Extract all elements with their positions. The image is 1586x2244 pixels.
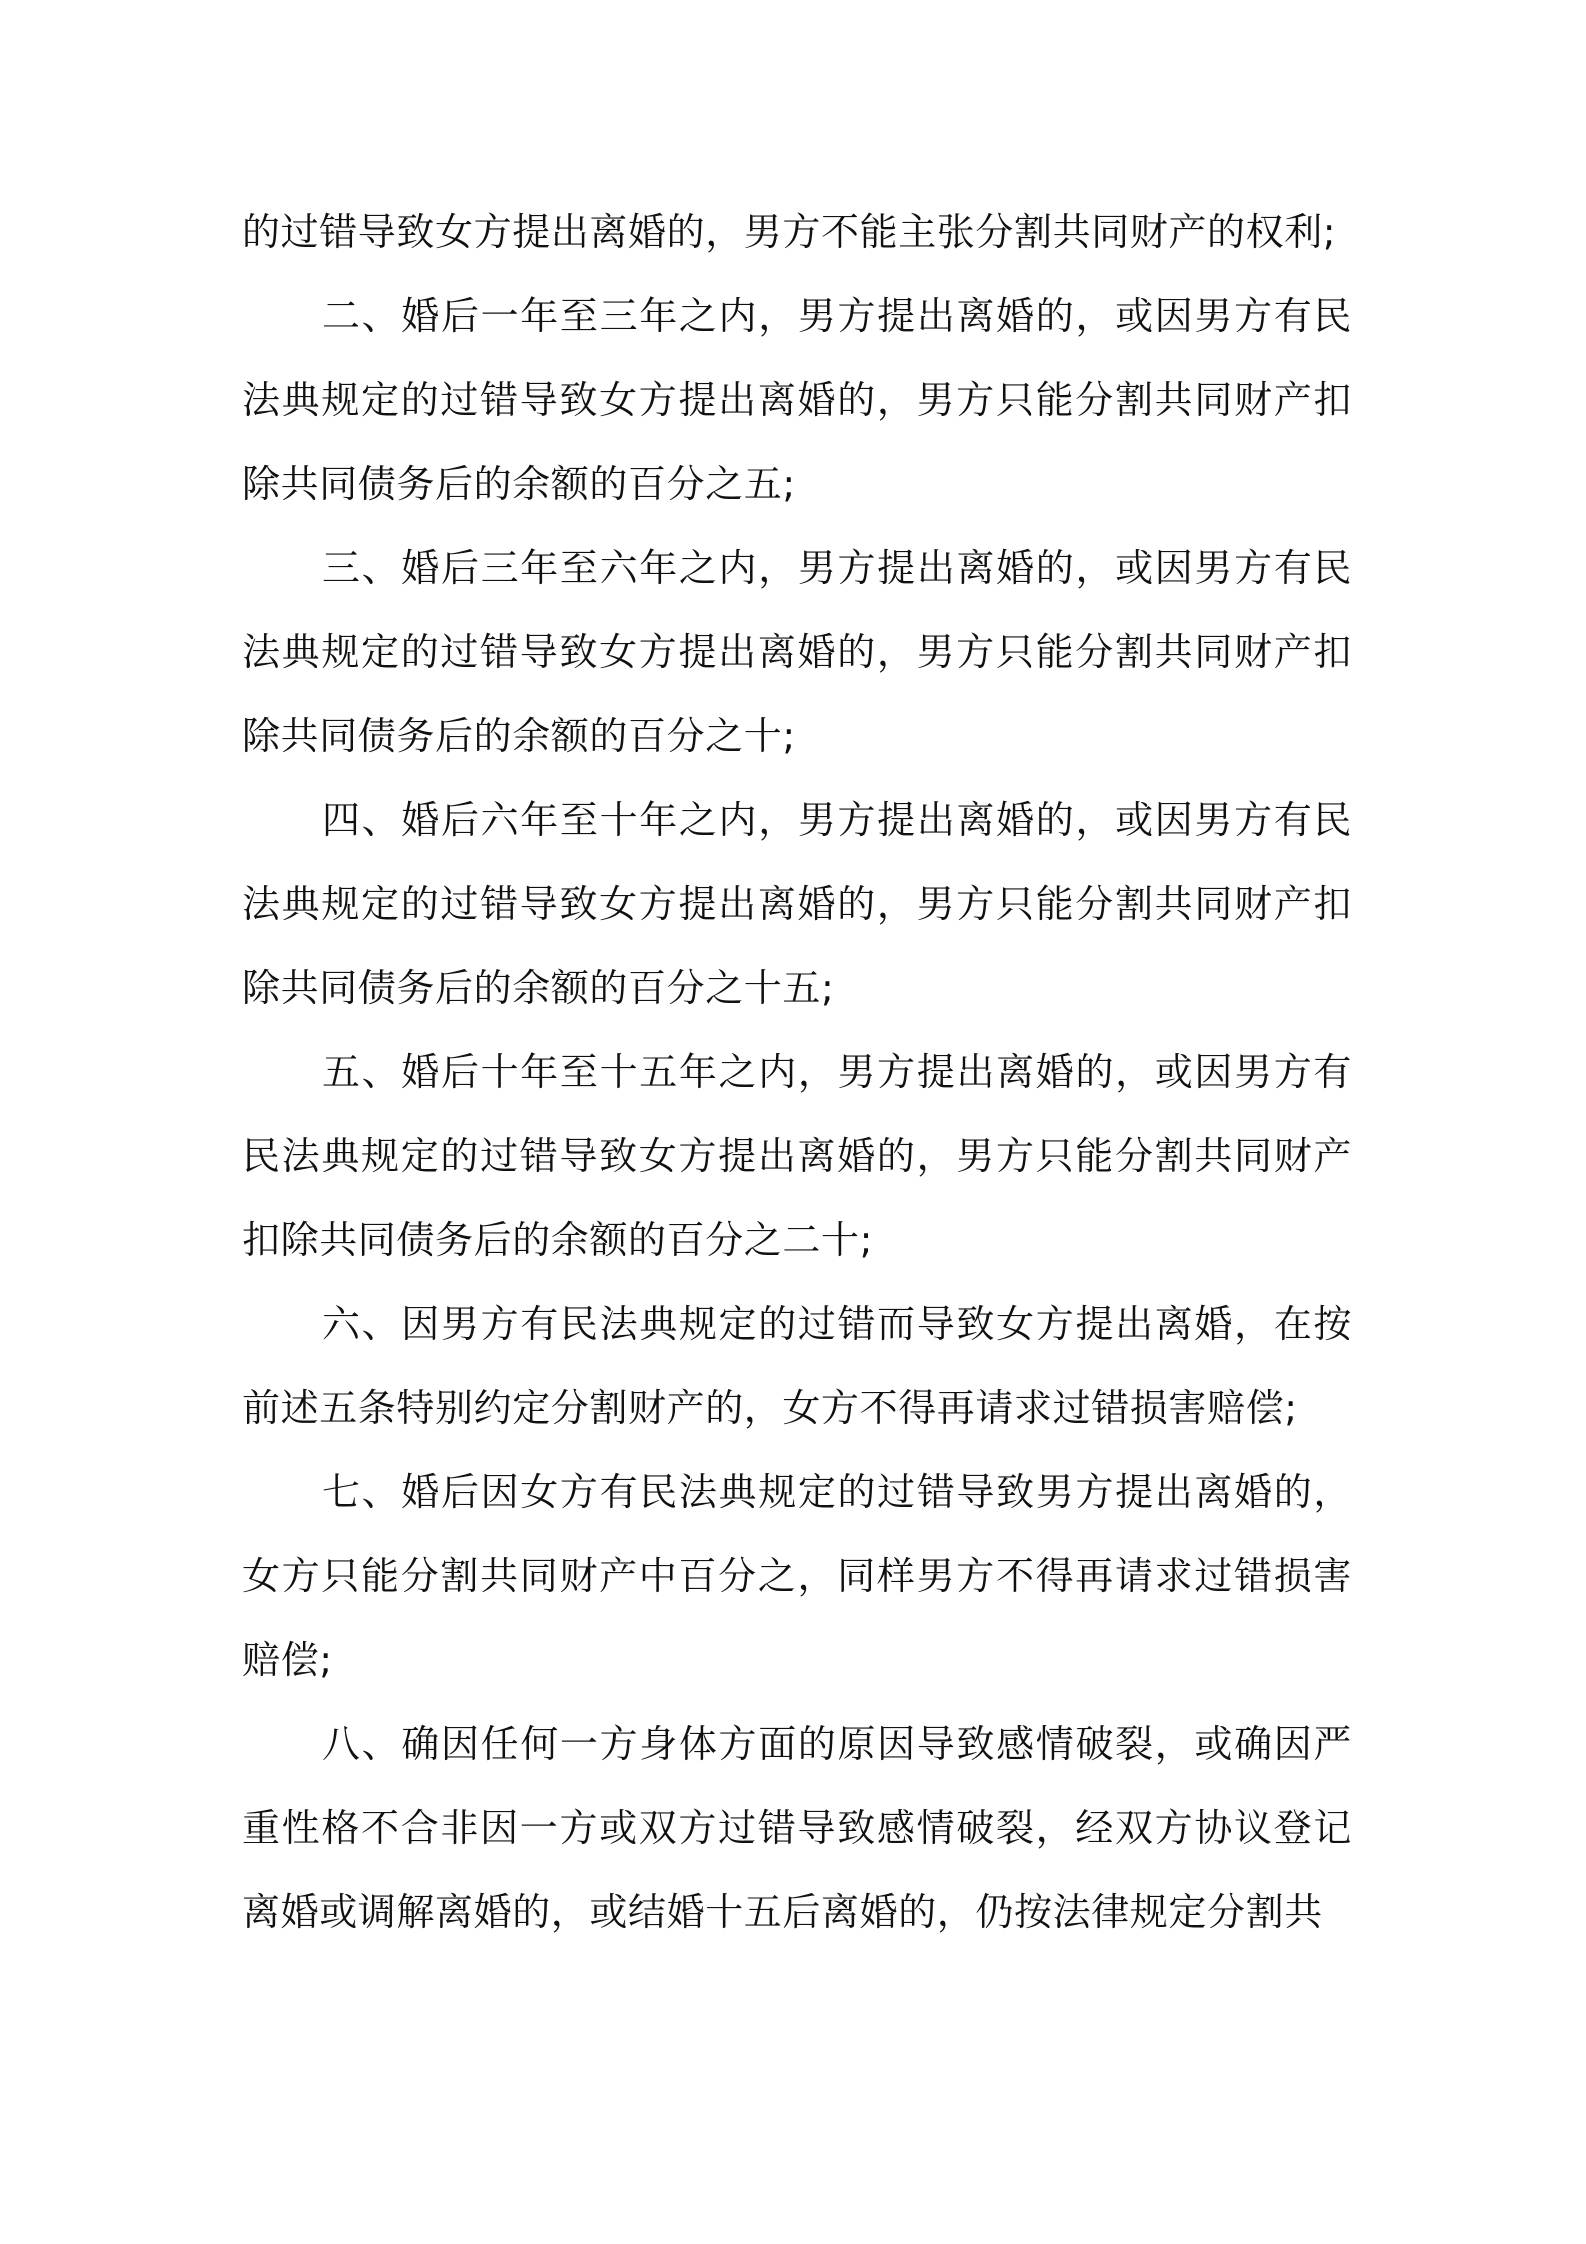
paragraph-clause-4: 四、婚后六年至十年之内，男方提出离婚的，或因男方有民法典规定的过错导致女方提出离婚的，男方只能分割共同财产扣除共同债务后的余额的百分之十五; [242, 798, 1352, 1010]
paragraph-clause-6: 六、因男方有民法典规定的过错而导致女方提出离婚，在按前述五条特别约定分割财产的，女方不得再请求过错损害赔偿; [242, 1302, 1352, 1430]
paragraph-clause-5: 五、婚后十年至十五年之内，男方提出离婚的，或因男方有民法典规定的过错导致女方提出离婚的，男方只能分割共同财产扣除共同债务后的余额的百分之二十; [242, 1050, 1352, 1262]
paragraph-clause-3: 三、婚后三年至六年之内，男方提出离婚的，或因男方有民法典规定的过错导致女方提出离婚的，男方只能分割共同财产扣除共同债务后的余额的百分之十; [242, 546, 1352, 758]
paragraph-clause-8: 八、确因任何一方身体方面的原因导致感情破裂，或确因严重性格不合非因一方或双方过错导致感情破裂，经双方协议登记离婚或调解离婚的，或结婚十五后离婚的，仍按法律规定分割共 [242, 1722, 1352, 1934]
paragraph-continued: 的过错导致女方提出离婚的，男方不能主张分割共同财产的权利; [242, 210, 1337, 254]
paragraph-clause-7: 七、婚后因女方有民法典规定的过错导致男方提出离婚的，女方只能分割共同财产中百分之，同样男方不得再请求过错损害赔偿; [242, 1470, 1352, 1682]
paragraph-clause-2: 二、婚后一年至三年之内，男方提出离婚的，或因男方有民法典规定的过错导致女方提出离婚的，男方只能分割共同财产扣除共同债务后的余额的百分之五; [242, 294, 1352, 506]
document-body [242, 190, 1352, 1954]
